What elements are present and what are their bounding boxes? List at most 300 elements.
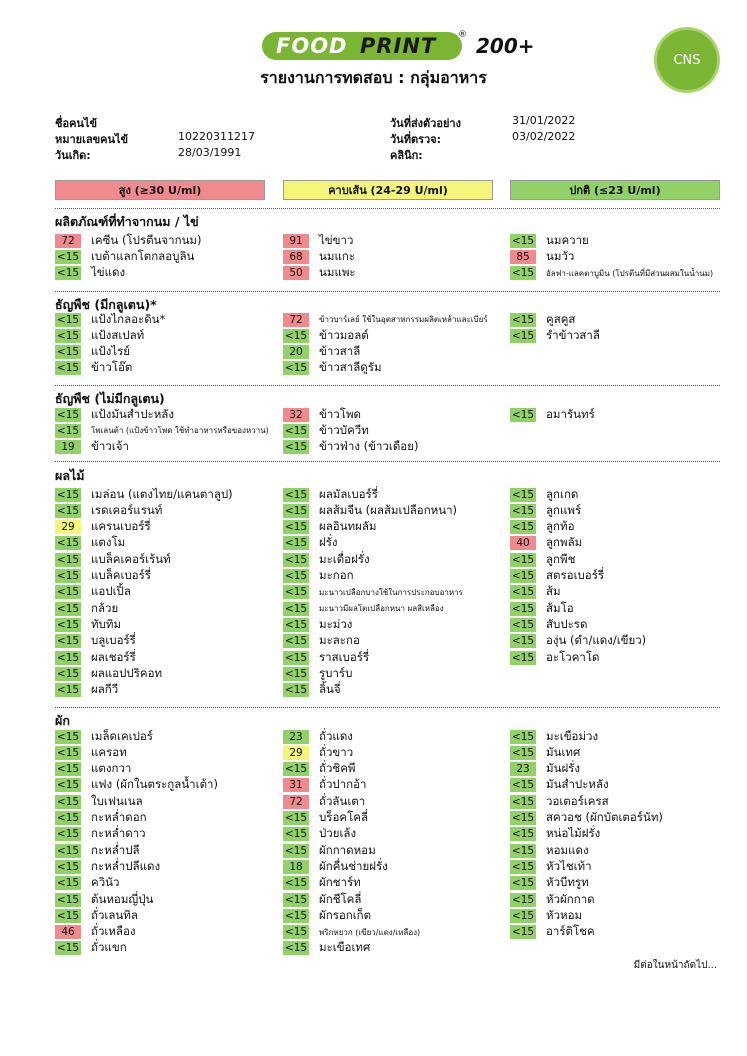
result-value: <15 <box>511 504 535 517</box>
food-name: หัวบีทรูท <box>546 875 589 890</box>
food-result-row <box>283 843 503 858</box>
food-name: แตงกวา <box>91 761 132 776</box>
food-result-row <box>283 249 503 264</box>
food-result-row <box>510 634 730 649</box>
result-value: 19 <box>55 440 81 454</box>
result-value: <15 <box>56 828 80 841</box>
food-result-row <box>55 233 275 248</box>
food-name: สับปะรด <box>546 616 588 631</box>
result-value: <15 <box>511 408 535 421</box>
food-name: แครอท <box>91 744 127 759</box>
result-value: 29 <box>283 746 309 760</box>
result-value: <15 <box>511 618 535 631</box>
patient-name-label: ชื่อคนไข้ <box>55 117 98 130</box>
result-value: 68 <box>283 250 309 264</box>
food-result-row <box>55 745 275 760</box>
food-result-row <box>283 266 503 281</box>
food-result-row <box>510 503 730 518</box>
result-value: <15 <box>56 313 80 326</box>
food-name: เบต้าแลกโตกลอบูลิน <box>91 248 195 263</box>
food-name: มันฝรั่ง <box>546 761 580 776</box>
result-value: <15 <box>284 812 308 824</box>
result-value: <15 <box>511 730 535 743</box>
food-name: มะกอก <box>319 568 354 582</box>
result-value: <15 <box>284 488 308 501</box>
food-result-row <box>510 407 730 422</box>
result-value: <15 <box>284 602 308 615</box>
result-value: <15 <box>56 779 80 792</box>
food-result-row <box>55 361 275 376</box>
section-title-nongluten: ธัญพืช (ไม่มีกลูเตน) <box>55 391 165 406</box>
cns-badge-text: CNS <box>673 52 701 68</box>
food-result-row <box>55 328 275 343</box>
food-name: ผลอินทผลัม <box>319 519 377 534</box>
food-name: กะหล่ำดอก <box>91 810 147 824</box>
result-value: <15 <box>284 844 308 857</box>
food-result-row <box>510 552 730 567</box>
food-name: ลูกท้อ <box>546 519 575 534</box>
result-value: <15 <box>56 893 80 906</box>
food-result-row <box>510 729 730 744</box>
food-result-row <box>55 729 275 744</box>
result-value: <15 <box>511 779 535 792</box>
food-name: กล้วย <box>91 600 119 615</box>
result-value: <15 <box>511 893 535 906</box>
food-result-row <box>510 876 730 891</box>
result-value: 32 <box>283 408 309 422</box>
food-name: ข้าวบาร์เลย์ ใช้ในอุตสาหกรรมผลิตเหล้าและเบียร์ <box>319 315 488 324</box>
result-value: <15 <box>511 234 535 247</box>
food-result-row <box>55 585 275 600</box>
result-value: 85 <box>510 250 536 264</box>
food-result-row <box>283 312 503 327</box>
result-value: 23 <box>510 762 536 776</box>
result-value: <15 <box>56 346 80 359</box>
logo-text-print: PRINT <box>360 34 437 58</box>
result-value: 72 <box>283 795 309 809</box>
food-result-row <box>283 650 503 665</box>
result-value: <15 <box>56 942 80 955</box>
result-value: <15 <box>56 408 80 421</box>
food-name: ข้าวบัควีท <box>319 422 369 437</box>
food-result-row <box>510 650 730 665</box>
result-value: <15 <box>284 618 308 631</box>
food-result-row <box>283 876 503 891</box>
food-name: มะเขือเทศ <box>319 940 371 955</box>
food-name: ถั่วปากอ้า <box>319 777 367 792</box>
result-value: 46 <box>55 925 81 939</box>
food-name: มันเทศ <box>546 744 581 759</box>
result-value: <15 <box>511 521 535 534</box>
food-name: อมารันทร์ <box>546 406 595 421</box>
food-result-row <box>283 552 503 567</box>
result-value: <15 <box>511 860 535 873</box>
result-value: <15 <box>511 828 535 841</box>
food-name: คูสคูส <box>546 311 576 326</box>
section-divider <box>55 208 720 209</box>
food-name: หอมแดง <box>546 842 589 857</box>
result-value: <15 <box>56 602 80 615</box>
food-result-row <box>283 666 503 681</box>
food-result-row <box>510 811 730 826</box>
foodprint-logo <box>262 32 462 60</box>
food-name: มะนาวมีผลโตเปลือกหนา ผลสีเหลือง <box>319 604 444 614</box>
section-divider <box>55 291 720 292</box>
result-value: <15 <box>56 909 80 922</box>
food-result-row <box>510 266 730 281</box>
result-value: <15 <box>511 651 535 664</box>
sample-date-label: วันที่ส่งตัวอย่าง <box>390 117 461 130</box>
food-name: ข้าวสาลีดูรัม <box>319 360 382 375</box>
food-result-row <box>55 601 275 616</box>
section-title-veg: ผัก <box>55 713 70 728</box>
sample-date-value: 31/01/2022 <box>512 114 576 127</box>
result-value: <15 <box>284 926 308 939</box>
food-result-row <box>55 650 275 665</box>
food-name: โพเลนต้า (แป้งข้าวโพด ใช้ทำอาหารหรือของหวาน) <box>91 426 269 436</box>
food-result-row <box>510 762 730 777</box>
food-result-row <box>283 617 503 632</box>
food-result-row <box>283 407 503 422</box>
result-value: <15 <box>284 763 308 776</box>
result-value: <15 <box>284 329 308 342</box>
food-name: ผลแอปปริคอท <box>91 665 163 680</box>
result-value: <15 <box>56 362 80 375</box>
food-name: มะม่วง <box>319 616 353 631</box>
legend-borderline: คาบเส้น (24-29 U/ml) <box>283 180 493 200</box>
food-result-row <box>55 876 275 891</box>
result-value: <15 <box>511 909 535 922</box>
food-result-row <box>283 569 503 584</box>
result-value: <15 <box>511 635 535 648</box>
food-name: หัวไชเท้า <box>546 858 592 873</box>
food-result-row <box>283 941 503 956</box>
food-name: ถั่วขาว <box>319 744 354 759</box>
food-name: กะหล่ำปลีแดง <box>91 858 161 873</box>
food-name: แบล็คเบอร์รี่ <box>91 568 151 582</box>
result-value: 23 <box>283 730 309 744</box>
food-result-row <box>55 266 275 281</box>
food-result-row <box>283 811 503 826</box>
food-result-row <box>510 778 730 793</box>
food-name: เมล่อน (แตงไทย/แคนตาลูป) <box>91 486 233 501</box>
food-result-row <box>283 233 503 248</box>
food-result-row <box>55 925 275 940</box>
food-result-row <box>283 745 503 760</box>
food-result-row <box>55 536 275 551</box>
food-result-row <box>55 794 275 809</box>
food-name: ถั่วแดง <box>319 728 353 743</box>
food-name: อาร์ติโชค <box>546 924 595 939</box>
food-result-row <box>55 666 275 681</box>
food-result-row <box>55 683 275 698</box>
food-result-row <box>510 794 730 809</box>
result-value: <15 <box>284 362 308 375</box>
food-result-row <box>510 843 730 858</box>
food-name: หัวหอม <box>546 907 583 922</box>
food-name: ไข่แดง <box>91 265 126 280</box>
food-name: ลูกเกด <box>546 486 579 501</box>
food-result-row <box>510 569 730 584</box>
food-name: นมวัว <box>546 248 575 263</box>
food-result-row <box>55 827 275 842</box>
food-name: ไข่ขาว <box>319 232 354 247</box>
food-result-row <box>510 859 730 874</box>
patient-id-value: 10220311217 <box>178 130 255 143</box>
food-result-row <box>510 617 730 632</box>
section-divider <box>55 385 720 386</box>
food-name: บลูเบอร์รี่ <box>91 633 136 648</box>
food-result-row <box>510 601 730 616</box>
continued-note: มีต่อในหน้าถัดไป... <box>633 960 717 971</box>
food-name: ถั่วเลนทิล <box>91 907 138 922</box>
food-name: แป้งมันสำปะหลัง <box>91 406 174 421</box>
result-value: <15 <box>511 329 535 342</box>
result-value: <15 <box>511 488 535 501</box>
food-name: มะละกอ <box>319 633 360 648</box>
food-result-row <box>510 827 730 842</box>
food-result-row <box>55 312 275 327</box>
result-value: <15 <box>56 667 80 680</box>
food-name: ใบเฟนเนล <box>91 793 143 808</box>
food-result-row <box>283 925 503 940</box>
result-value: 31 <box>283 778 309 792</box>
result-value: <15 <box>511 267 535 280</box>
logo-text-food: FOOD <box>276 34 348 58</box>
food-name: มะเขือม่วง <box>546 728 599 743</box>
result-value: 18 <box>283 860 309 874</box>
report-title: รายงานการทดสอบ : กลุ่มอาหาร <box>260 68 487 87</box>
food-name: แบล็คเคอร์เร้นท์ <box>91 551 171 566</box>
food-result-row <box>283 908 503 923</box>
food-name: ราสเบอร์รี่ <box>319 649 370 664</box>
result-value: 72 <box>55 234 81 248</box>
food-name: องุ่น (ดำ/แดง/เขียว) <box>546 633 647 648</box>
result-value: <15 <box>284 521 308 534</box>
food-result-row <box>283 778 503 793</box>
result-value: <15 <box>56 844 80 857</box>
food-name: อัลฟา-แลคตาบูมิน (โปรตีนที่มีส่วนผสมในน้ำนม) <box>546 268 714 278</box>
food-result-row <box>283 827 503 842</box>
food-name: พริกหยวก (เขียว/แดง/เหลือง) <box>319 927 421 937</box>
food-name: นมแพะ <box>319 265 356 280</box>
test-date-label: วันที่ตรวจ: <box>390 133 442 146</box>
result-value: <15 <box>511 746 535 759</box>
food-name: อะโวคาโด <box>546 649 600 664</box>
result-value: <15 <box>284 635 308 648</box>
result-value: <15 <box>56 763 80 776</box>
food-name: ลูกแพร์ <box>546 502 582 517</box>
food-name: แอปเปิ้ล <box>91 584 131 599</box>
result-value: <15 <box>56 684 80 697</box>
food-name: มันสำปะหลัง <box>546 777 609 792</box>
food-result-row <box>510 520 730 535</box>
result-value: <15 <box>56 860 80 873</box>
food-name: ถั่วเหลือง <box>91 924 136 939</box>
food-name: ฝรั่ง <box>319 535 338 550</box>
result-value: <15 <box>284 942 308 955</box>
dob-value: 28/03/1991 <box>178 146 242 159</box>
food-name: ผลส้มจีน (ผลส้มเปลือกหนา) <box>319 502 458 517</box>
result-value: <15 <box>284 553 308 566</box>
result-value: <15 <box>56 746 80 759</box>
food-name: นมควาย <box>546 232 589 247</box>
result-value: <15 <box>56 795 80 808</box>
food-name: ถั่วชิคพี <box>319 761 356 776</box>
result-value: <15 <box>284 537 308 550</box>
food-name: ผักคื่นช่ายฝรั่ง <box>319 858 388 873</box>
result-value: <15 <box>511 602 535 615</box>
food-result-row <box>55 908 275 923</box>
result-value: 40 <box>510 536 536 550</box>
food-result-row <box>55 892 275 907</box>
legend-normal: ปกติ (≤23 U/ml) <box>510 180 720 200</box>
food-name: แป้งสเปลท์ <box>91 327 145 342</box>
result-value: <15 <box>284 504 308 517</box>
food-result-row <box>55 249 275 264</box>
food-result-row <box>510 536 730 551</box>
result-value: <15 <box>56 537 80 550</box>
food-name: ลูกพลัม <box>546 535 583 550</box>
food-result-row <box>510 312 730 327</box>
food-result-row <box>283 585 503 600</box>
result-value: <15 <box>56 877 80 890</box>
food-result-row <box>55 843 275 858</box>
result-value: <15 <box>56 635 80 648</box>
section-title-gluten: ธัญพืช (มีกลูเตน)* <box>55 297 157 312</box>
result-value: <15 <box>284 909 308 922</box>
food-name: แป้งไรย์ <box>91 344 131 359</box>
food-result-row <box>283 892 503 907</box>
food-name: นมแกะ <box>319 248 355 263</box>
legend-high: สูง (≥30 U/ml) <box>55 180 265 200</box>
result-value: <15 <box>284 424 308 437</box>
food-name: มะเดื่อฝรั่ง <box>319 551 370 566</box>
food-result-row <box>283 634 503 649</box>
section-divider <box>55 461 720 462</box>
result-value: <15 <box>56 730 80 743</box>
result-value: <15 <box>56 651 80 664</box>
food-result-row <box>55 407 275 422</box>
food-name: ข้าวสาลี <box>319 344 361 359</box>
food-name: ข้าวฟ่าง (ข้าวเดือย) <box>319 439 419 454</box>
food-result-row <box>510 925 730 940</box>
logo-suffix: 200+ <box>476 34 535 58</box>
food-result-row <box>283 762 503 777</box>
result-value: <15 <box>284 667 308 680</box>
food-name: หน่อไม้ฝรั่ง <box>546 826 601 841</box>
food-name: ผักชีโคลี่ <box>319 891 362 906</box>
food-result-row <box>283 859 503 874</box>
food-result-row <box>55 552 275 567</box>
food-result-row <box>55 503 275 518</box>
food-name: เรดเคอร์แรนท์ <box>91 502 163 517</box>
food-result-row <box>283 440 503 455</box>
result-value: <15 <box>511 313 535 326</box>
food-name: เมล็ดเคเปอร์ <box>91 728 153 743</box>
food-name: แครนเบอร์รี่ <box>91 519 151 534</box>
food-result-row <box>55 762 275 777</box>
food-result-row <box>510 487 730 502</box>
food-result-row <box>283 423 503 438</box>
food-name: แฟง (ผักในตระกูลน้ำเต้า) <box>91 777 218 792</box>
section-title-fruit: ผลไม้ <box>55 468 85 483</box>
food-result-row <box>55 811 275 826</box>
result-value: 20 <box>283 345 309 359</box>
result-value: 50 <box>283 266 309 280</box>
food-name: ผักชาร์ท <box>319 875 361 890</box>
food-result-row <box>283 345 503 360</box>
food-name: รูบาร์บ <box>319 665 353 680</box>
food-name: ส้ม <box>546 584 561 599</box>
clinic-label: คลินิก: <box>390 149 423 162</box>
food-result-row <box>283 361 503 376</box>
result-value: <15 <box>284 441 308 454</box>
result-value: <15 <box>56 504 80 517</box>
food-name: ควินัว <box>91 875 120 890</box>
test-date-value: 03/02/2022 <box>512 130 576 143</box>
food-name: หัวผักกาด <box>546 891 595 906</box>
food-name: ข้าวมอลต์ <box>319 327 369 342</box>
logo-registered-mark: ® <box>458 30 467 40</box>
food-name: ส้มโอ <box>546 600 574 615</box>
food-name: ป่วยเล้ง <box>319 826 357 841</box>
result-value: <15 <box>284 651 308 664</box>
food-result-row <box>510 328 730 343</box>
food-result-row <box>510 233 730 248</box>
food-name: บร็อคโคลี่ <box>319 810 368 824</box>
result-value: 72 <box>283 313 309 327</box>
result-value: <15 <box>511 926 535 939</box>
result-value: <15 <box>284 893 308 906</box>
food-result-row <box>510 745 730 760</box>
food-name: มะนาวเปลือกบางใช้ในการประกอบอาหาร <box>319 587 463 597</box>
result-value: <15 <box>511 570 535 582</box>
food-result-row <box>283 536 503 551</box>
food-result-row <box>55 440 275 455</box>
food-result-row <box>55 617 275 632</box>
dob-label: วันเกิด: <box>55 149 91 162</box>
result-value: <15 <box>56 812 80 824</box>
food-name: ผักกาดหอม <box>319 842 376 857</box>
food-result-row <box>55 520 275 535</box>
result-value: <15 <box>56 488 80 501</box>
result-value: 91 <box>283 234 309 248</box>
food-name: ผลกีวี <box>91 682 119 697</box>
food-name: ข้าวเจ้า <box>91 439 129 454</box>
food-result-row <box>283 520 503 535</box>
food-result-row <box>283 328 503 343</box>
result-value: <15 <box>56 570 80 582</box>
patient-id-label: หมายเลขคนไข้ <box>55 133 129 146</box>
food-name: ผักรอกเก็ต <box>319 907 372 922</box>
food-name: กะหล่ำดาว <box>91 826 146 841</box>
food-name: ต้นหอมญี่ปุ่น <box>91 891 154 906</box>
food-name: ผลเชอร์รี่ <box>91 649 136 664</box>
result-value: <15 <box>56 618 80 631</box>
result-value: <15 <box>511 877 535 890</box>
result-value: <15 <box>284 570 308 582</box>
result-value: <15 <box>56 424 80 437</box>
food-name: ผลมัลเบอร์รี่ <box>319 486 378 501</box>
food-result-row <box>55 345 275 360</box>
food-name: ถั่วแขก <box>91 940 127 955</box>
food-name: ลิ้นจี่ <box>319 682 341 697</box>
result-value: <15 <box>56 586 80 599</box>
food-name: วอเตอร์เครส <box>546 793 609 808</box>
food-result-row <box>55 423 275 438</box>
food-result-row <box>510 585 730 600</box>
